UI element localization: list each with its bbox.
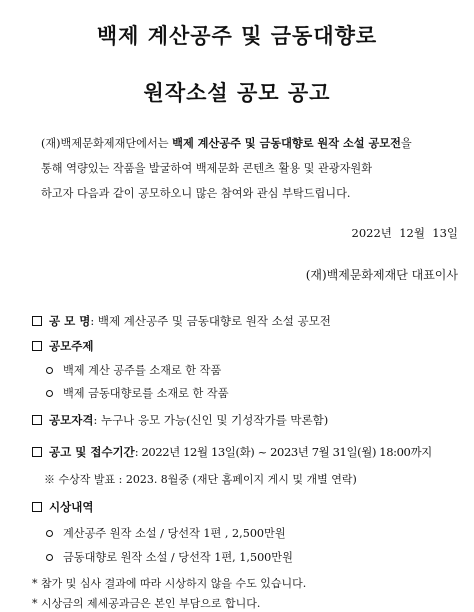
checkbox-square-icon	[32, 415, 42, 425]
organization-signature: (재)백제문화제재단 대표이사	[305, 268, 458, 282]
contest-name-value: : 백제 계산공주 및 금동대향로 원작 소설 공모전	[90, 314, 331, 328]
checkbox-square-icon	[32, 341, 42, 351]
theme-item	[46, 385, 229, 401]
section-contest-name	[32, 313, 331, 329]
theme-heading: 공모주제	[49, 339, 94, 353]
circle-bullet-icon	[46, 390, 53, 397]
page-title-line1: 백제 계산공주 및 금동대향로	[96, 24, 378, 48]
intro-contest-name: 백제 계산공주 및 금동대향로 원작 소설 공모전	[172, 136, 401, 150]
period-heading: 공고 및 접수기간	[49, 445, 135, 459]
circle-bullet-icon	[46, 367, 53, 374]
section-period	[32, 444, 432, 460]
theme-item-text: 백제 금동대향로를 소재로 한 작품	[63, 387, 229, 400]
checkbox-square-icon	[32, 447, 42, 457]
contest-name-heading: 공 모 명	[49, 314, 91, 328]
theme-item	[46, 362, 221, 378]
award-item	[46, 525, 286, 541]
circle-bullet-icon	[46, 530, 53, 537]
award-item-text: 계산공주 원작 소설 / 당선작 1편 , 2,500만원	[63, 527, 286, 540]
section-awards	[32, 499, 93, 515]
period-value: : 2022년 12월 13일(화) ~ 2023년 7월 31일(월) 18:00까지	[134, 445, 432, 459]
footnote: * 참가 및 심사 결과에 따라 시상하지 않을 수도 있습니다.	[32, 577, 307, 590]
section-theme	[32, 338, 93, 354]
section-eligibility	[32, 412, 328, 428]
award-item-text: 금동대향로 원작 소설 / 당선작 1편, 1,500만원	[63, 551, 293, 564]
intro-prefix: (재)백제문화제재단에서는	[41, 137, 173, 150]
footnote: * 시상금의 제세공과금은 본인 부담으로 합니다.	[32, 597, 261, 610]
intro-line3: 하고자 다음과 같이 공모하오니 많은 참여와 관심 부탁드립니다.	[41, 187, 351, 200]
winner-announcement-note: ※ 수상작 발표 : 2023. 8월중 (재단 홈페이지 게시 및 개별 연락)	[44, 473, 357, 486]
awards-heading: 시상내역	[49, 500, 94, 514]
checkbox-square-icon	[32, 502, 42, 512]
intro-line1	[41, 130, 461, 157]
circle-bullet-icon	[46, 554, 53, 561]
award-item	[46, 549, 293, 565]
page-title-line2: 원작소설 공모 공고	[143, 81, 331, 105]
theme-item-text: 백제 계산 공주를 소재로 한 작품	[63, 364, 222, 377]
eligibility-heading: 공모자격	[49, 413, 94, 427]
intro-suffix: 을	[400, 137, 412, 150]
announcement-date: 2022년 12월 13일	[351, 226, 458, 240]
intro-line2: 통해 역량있는 작품을 발굴하여 백제문화 콘텐츠 활용 및 관광자원화	[41, 162, 373, 175]
eligibility-value: : 누구나 응모 가능(신인 및 기성작가를 막론함)	[93, 413, 329, 427]
checkbox-square-icon	[32, 316, 42, 326]
